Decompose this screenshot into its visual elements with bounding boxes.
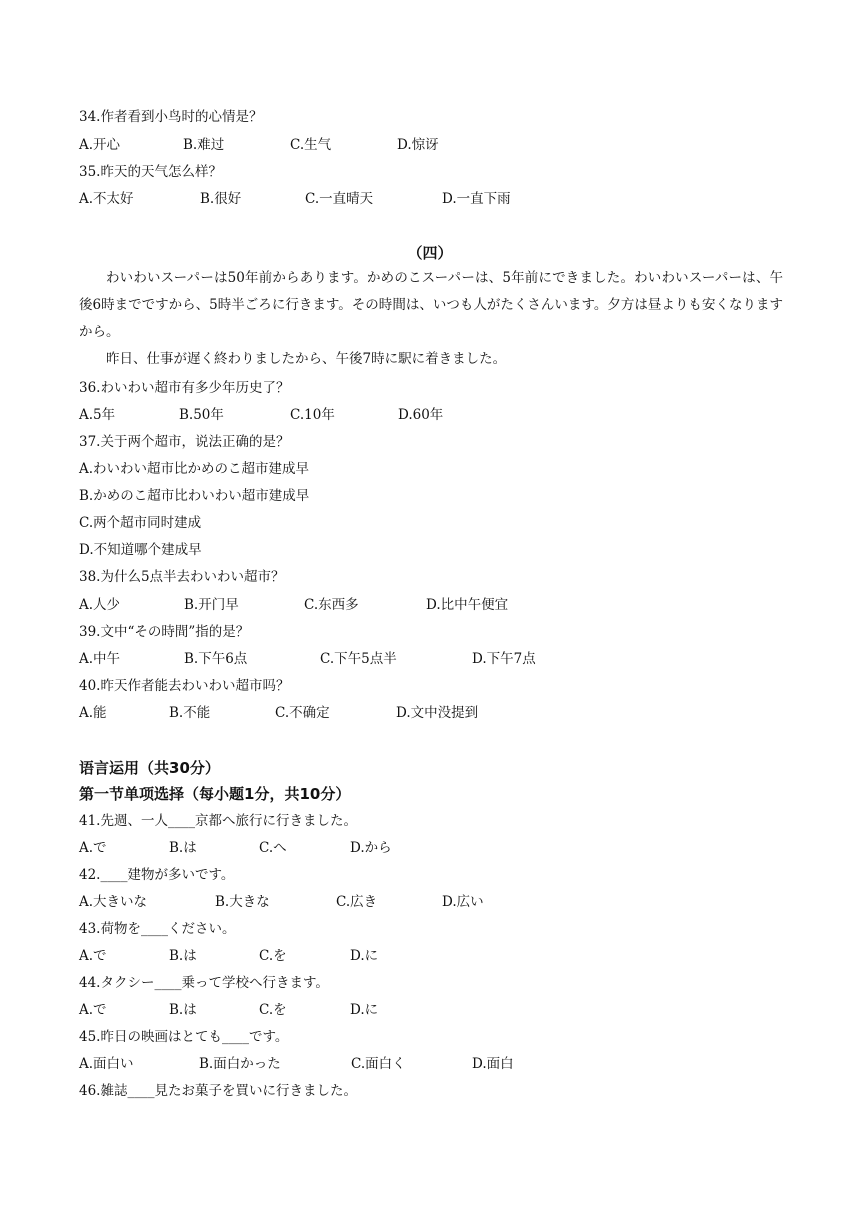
section-language-subtitle: 第一节单项选择（每小题1分，共10分） [79, 785, 351, 803]
q39-option-b: B.下午6点 [184, 651, 248, 667]
q35-option-d: D.一直下雨 [442, 191, 511, 207]
q41-option-d: D.から [350, 840, 392, 856]
question-42-stem: 42.____建物が多いです。 [79, 867, 235, 883]
section-4-title: （四） [407, 244, 453, 262]
q35-option-b: B.很好 [200, 191, 242, 207]
question-37-stem: 37.关于两个超市，说法正确的是？ [79, 434, 290, 450]
q39-option-d: D.下午7点 [472, 651, 536, 667]
q34-option-d: D.惊讶 [397, 137, 439, 153]
q41-option-a: A.で [79, 840, 107, 856]
section-4-passage [79, 265, 783, 373]
q44-option-d: D.に [350, 1002, 379, 1018]
q36-option-c: C.10年 [290, 407, 335, 423]
q38-option-c: C.东西多 [304, 597, 359, 613]
q37-option-b: B.かめのこ超市比わいわい超市建成早 [79, 488, 310, 504]
q40-option-c: C.不确定 [275, 705, 330, 721]
q45-option-c: C.面白く [351, 1056, 406, 1072]
q34-option-b: B.难过 [183, 137, 225, 153]
question-40-stem: 40.昨天作者能去わいわい超市吗？ [79, 678, 290, 694]
q34-option-c: C.生气 [290, 137, 332, 153]
q39-option-a: A.中午 [79, 651, 121, 667]
q36-option-a: A.5年 [79, 407, 116, 423]
question-39-stem: 39.文中“その時間”指的是？ [79, 624, 250, 640]
q42-option-a: A.大きいな [79, 894, 148, 910]
q42-option-b: B.大きな [215, 894, 270, 910]
q35-option-a: A.不太好 [79, 191, 134, 207]
q42-option-d: D.広い [442, 894, 484, 910]
question-38-stem: 38.为什么5点半去わいわい超市？ [79, 569, 285, 585]
q37-option-c: C.两个超市同时建成 [79, 515, 202, 531]
q38-option-b: B.开门早 [184, 597, 239, 613]
q43-option-a: A.で [79, 948, 107, 964]
q36-option-b: B.50年 [179, 407, 224, 423]
q36-option-d: D.60年 [398, 407, 444, 423]
q40-option-a: A.能 [79, 705, 107, 721]
q38-option-d: D.比中午便宜 [426, 597, 509, 613]
question-46-stem: 46.雑誌____見たお菓子を買いに行きました。 [79, 1083, 357, 1099]
q43-option-b: B.は [169, 948, 197, 964]
q39-option-c: C.下午5点半 [320, 651, 397, 667]
passage-paragraph-1: わいわいスーパーは50年前からあります。かめのこスーパーは、5年前にできました。わいわいスーパーは、午後6時までですから、5時半ごろに行きます。その時間は、いつも人がたくさんいます。夕方は昼よりも安くなりますから。 [79, 270, 783, 340]
q45-option-b: B.面白かった [199, 1056, 281, 1072]
q35-option-c: C.一直晴天 [305, 191, 374, 207]
q37-option-d: D.不知道哪个建成早 [79, 542, 202, 558]
q45-option-a: A.面白い [79, 1056, 134, 1072]
question-43-stem: 43.荷物を____ください。 [79, 921, 236, 937]
q37-option-a: A.わいわい超市比かめのこ超市建成早 [79, 461, 310, 477]
q45-option-d: D.面白 [472, 1056, 514, 1072]
question-35-stem: 35.昨天的天气怎么样？ [79, 164, 222, 180]
q38-option-a: A.人少 [79, 597, 121, 613]
question-41-stem: 41.先週、一人____京都へ旅行に行きました。 [79, 813, 357, 829]
passage-paragraph-2: 昨日、仕事が遅く終わりましたから、午後7時に駅に着きました。 [106, 351, 507, 367]
q40-option-d: D.文中没提到 [396, 705, 479, 721]
q43-option-d: D.に [350, 948, 379, 964]
q43-option-c: C.を [259, 948, 287, 964]
q41-option-b: B.は [169, 840, 197, 856]
question-34-stem: 34.作者看到小鸟时的心情是？ [79, 109, 263, 125]
q44-option-b: B.は [169, 1002, 197, 1018]
q42-option-c: C.広き [336, 894, 378, 910]
question-45-stem: 45.昨日の映画はとても____です。 [79, 1029, 289, 1045]
section-language-title: 语言运用（共30分） [79, 759, 220, 777]
question-36-stem: 36.わいわい超市有多少年历史了？ [79, 380, 290, 396]
q44-option-c: C.を [259, 1002, 287, 1018]
q41-option-c: C.へ [259, 840, 287, 856]
q40-option-b: B.不能 [169, 705, 211, 721]
question-44-stem: 44.タクシー____乗って学校へ行きます。 [79, 975, 329, 991]
q44-option-a: A.で [79, 1002, 107, 1018]
q34-option-a: A.开心 [79, 137, 121, 153]
